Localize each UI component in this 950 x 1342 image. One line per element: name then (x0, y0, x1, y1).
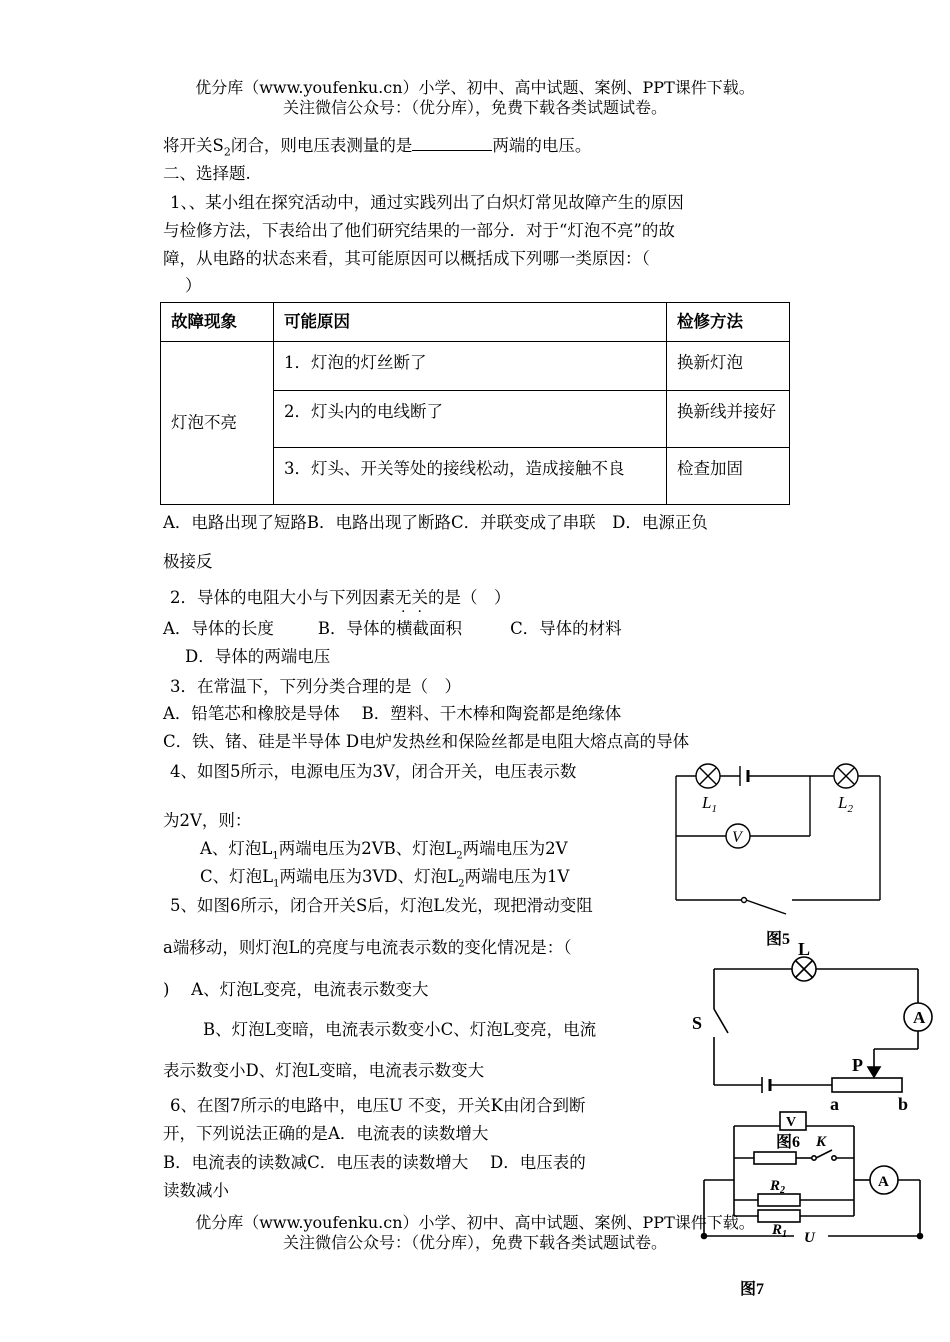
q2-option-c: C．导体的材料 (510, 619, 622, 638)
q3-options-cd: C．铁、锗、硅是半导体 D电炉发热丝和保险丝都是电阻大熔点高的导体 (163, 732, 690, 751)
header-line-1: 优分库（www.youfenku.cn）小学、初中、高中试题、案例、PPT课件下载。 (195, 78, 755, 97)
q5-line-2: a端移动，则灯泡L的亮度与电流表示数的变化情况是：（ (163, 938, 572, 957)
intro-text-a: 将开关S (163, 136, 224, 155)
q1-line-1: 1、、某小组在探究活动中，通过实践列出了白炽灯常见故障产生的原因 (170, 193, 684, 212)
q4-ab-mid: 两端电压为2VB、灯泡L (278, 839, 457, 858)
q2-stem-emph-1: 无 (395, 588, 412, 607)
fig7-ammeter-label: A (878, 1174, 889, 1190)
q6-line-4: 读数减小 (163, 1181, 229, 1200)
footer-line-2: 关注微信公众号：（优分库），免费下载各类试题试卷。 (282, 1233, 667, 1252)
table-header-cause: 可能原因 (274, 303, 667, 342)
q4-cd-sub2: 2 (458, 878, 465, 890)
fig5-l2-label: $L_2$ (838, 793, 853, 815)
intro-text-b: 闭合，则电压表测量的是 (230, 136, 413, 155)
q3-stem: 3．在常温下，下列分类合理的是（ ） (170, 677, 461, 696)
q1-line-2: 与检修方法，下表给出了他们研究结果的一部分．对于“灯泡不亮”的故 (163, 221, 675, 240)
fig5-voltmeter-label: V (732, 829, 742, 846)
q5-line-3: ) A、灯泡L变亮，电流表示数变大 (163, 980, 429, 999)
q2-option-b: B．导体的横截面积 (317, 619, 463, 638)
table-cell-method: 检查加固 (667, 448, 790, 505)
table-cell-method: 换新线并接好 (667, 391, 790, 448)
fig6-b-label: b (898, 1094, 909, 1114)
fig6-switch-label: S (692, 1013, 703, 1033)
figure-5-circuit (670, 760, 890, 910)
fig7-r1-label: $R_1$ (772, 1222, 788, 1240)
q5-line-5: 表示数变小D、灯泡L变暗，电流表示数变大 (163, 1061, 485, 1080)
q4-ab-post: 两端电压为2V (462, 839, 568, 858)
intro-line (163, 134, 591, 163)
figure-7-circuit (698, 1110, 938, 1250)
q1-line-4: ） (185, 276, 202, 295)
q2-options-row (163, 618, 622, 640)
table-cell-phenomenon: 灯泡不亮 (161, 342, 274, 505)
q5-line-4: B、灯泡L变暗，电流表示数变小C、灯泡L变亮，电流 (203, 1020, 597, 1039)
q1-options-1: A．电路出现了短路B．电路出现了断路C．并联变成了串联 D．电源正负 (163, 513, 708, 532)
table-cell-cause: 2．灯头内的电线断了 (274, 391, 667, 448)
q4-cd-post: 两端电压为1V (464, 867, 570, 886)
table-header-method: 检修方法 (667, 303, 790, 342)
figure-6-caption: 图6 (776, 1134, 801, 1151)
q2-stem-post: 的是（ ） (428, 588, 511, 607)
answer-blank[interactable] (412, 134, 492, 151)
fig7-voltmeter-label: V (786, 1115, 797, 1130)
table-cell-cause: 1．灯泡的灯丝断了 (274, 342, 667, 391)
figure-7-caption: 图7 (740, 1281, 765, 1298)
q6-line-2: 开，下列说法正确的是A．电流表的读数增大 (163, 1124, 489, 1143)
footer-line-1: 优分库（www.youfenku.cn）小学、初中、高中试题、案例、PPT课件下载。 (195, 1213, 755, 1232)
header-line-2: 关注微信公众号：（优分库），免费下载各类试题试卷。 (282, 98, 667, 117)
fault-table (160, 302, 790, 505)
intro-text-c: 两端的电压。 (492, 136, 592, 155)
fig6-ammeter-label: A (913, 1008, 926, 1027)
intro-sub: 2 (223, 145, 231, 159)
fig7-k-label: K (816, 1134, 827, 1150)
table-header-phenomenon: 故障现象 (161, 303, 274, 342)
q2-stem-emph-2: 关 (411, 588, 428, 607)
fig6-slider-label: P (852, 1055, 863, 1075)
fig6-a-label: a (830, 1094, 839, 1114)
q5-line-1: 5、如图6所示，闭合开关S后，灯泡L发光，现把滑动变阻 (170, 896, 593, 915)
q4-cd-pre: C、灯泡L (200, 867, 274, 886)
table-cell-cause: 3．灯头、开关等处的接线松动，造成接触不良 (274, 448, 667, 505)
table-row (161, 342, 790, 391)
q4-ab-sub1: 1 (272, 850, 279, 862)
q2-stem (170, 587, 511, 609)
fig6-lamp-label: L (798, 939, 811, 959)
q4-ab-pre: A、灯泡L (200, 839, 273, 858)
q6-line-3: B．电流表的读数减C．电压表的读数增大 D．电压表的 (163, 1153, 586, 1172)
q3-options-ab: A．铅笔芯和橡胶是导体 B．塑料、干木棒和陶瓷都是绝缘体 (163, 704, 622, 723)
fig7-r2-label: $R_2$ (770, 1178, 786, 1196)
q4-cd-mid: 两端电压为3VD、灯泡L (279, 867, 459, 886)
table-cell-method: 换新灯泡 (667, 342, 790, 391)
q1-line-3: 障，从电路的状态来看，其可能原因可以概括成下列哪一类原因：（ (163, 249, 650, 268)
q2-stem-pre: 2．导体的电阻大小与下列因素 (170, 588, 395, 607)
q4-line-2: 为2V，则： (163, 811, 252, 830)
q4-options-cd (200, 866, 569, 895)
fig5-l1-label: $L_1$ (702, 793, 717, 815)
q4-ab-sub2: 2 (456, 850, 463, 862)
figure-5-caption: 图5 (766, 931, 791, 948)
table-header-row (161, 303, 790, 342)
q4-line-1: 4、如图5所示，电源电压为3V，闭合开关，电压表示数 (170, 762, 577, 781)
q6-line-1: 6、在图7所示的电路中，电压U 不变，开关K由闭合到断 (170, 1096, 586, 1115)
fig7-u-label: U (804, 1230, 815, 1246)
q4-options-ab (200, 838, 568, 867)
q2-option-a: A．导体的长度 (163, 619, 274, 638)
q2-option-d: D．导体的两端电压 (185, 647, 331, 666)
section-title: 二、选择题. (163, 164, 251, 183)
q1-options-2: 极接反 (163, 552, 213, 571)
q4-cd-sub1: 1 (273, 878, 280, 890)
